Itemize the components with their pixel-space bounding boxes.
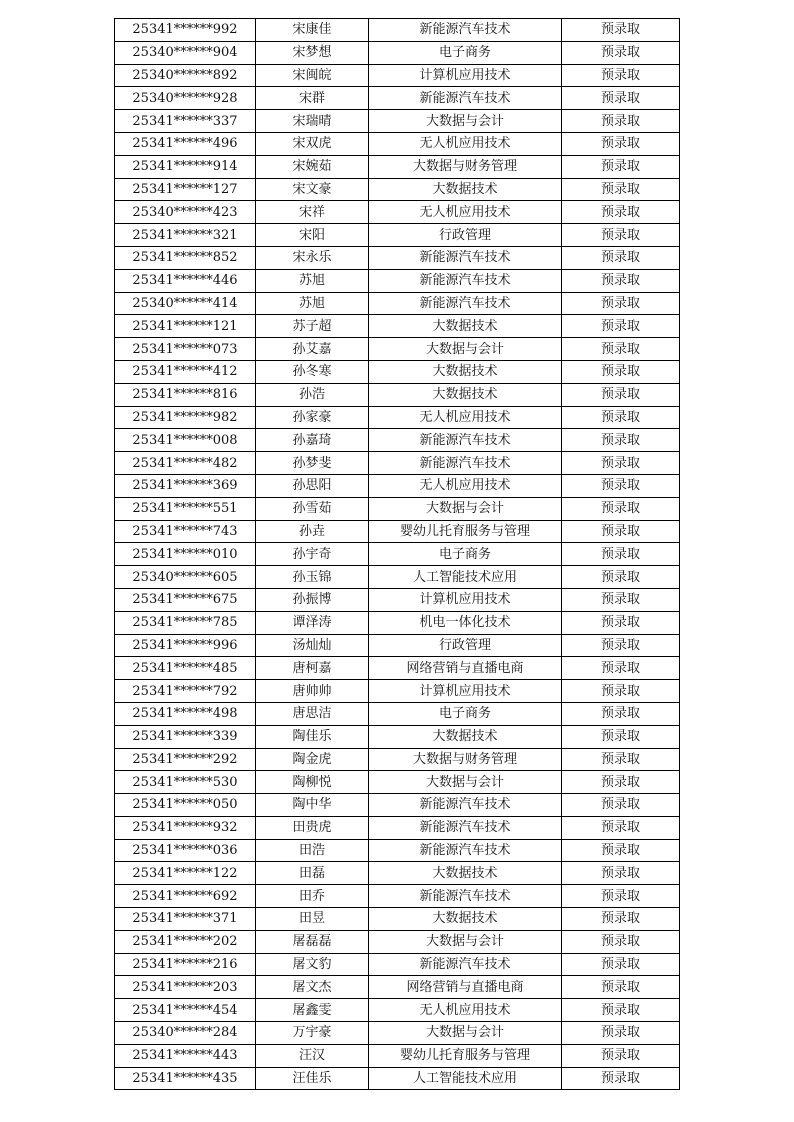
candidate-number-cell: 25341******321 xyxy=(115,224,256,247)
candidate-number-cell: 25341******369 xyxy=(115,474,256,497)
admission-status-cell: 预录取 xyxy=(562,520,680,543)
admission-status-cell: 预录取 xyxy=(562,1022,680,1045)
admission-status-cell: 预录取 xyxy=(562,566,680,589)
table-row xyxy=(115,1067,680,1090)
candidate-number-cell: 25341******992 xyxy=(115,19,256,42)
admission-status-cell: 预录取 xyxy=(562,429,680,452)
student-name-cell: 唐帅帅 xyxy=(256,680,369,703)
table-row xyxy=(115,794,680,817)
candidate-number-cell: 25340******605 xyxy=(115,566,256,589)
student-name-cell: 苏子超 xyxy=(256,315,369,338)
admission-table xyxy=(114,18,680,1090)
admission-status-cell: 预录取 xyxy=(562,155,680,178)
student-name-cell: 孙梦斐 xyxy=(256,452,369,475)
major-cell: 电子商务 xyxy=(369,702,562,725)
major-cell: 计算机应用技术 xyxy=(369,64,562,87)
student-name-cell: 孙振博 xyxy=(256,588,369,611)
admission-status-cell: 预录取 xyxy=(562,338,680,361)
candidate-number-cell: 25341******371 xyxy=(115,908,256,931)
major-cell: 大数据技术 xyxy=(369,178,562,201)
major-cell: 无人机应用技术 xyxy=(369,474,562,497)
candidate-number-cell: 25341******203 xyxy=(115,976,256,999)
table-row xyxy=(115,224,680,247)
candidate-number-cell: 25341******121 xyxy=(115,315,256,338)
student-name-cell: 唐思洁 xyxy=(256,702,369,725)
table-row xyxy=(115,19,680,42)
candidate-number-cell: 25341******412 xyxy=(115,360,256,383)
student-name-cell: 孙雪茹 xyxy=(256,497,369,520)
admission-status-cell: 预录取 xyxy=(562,474,680,497)
student-name-cell: 宋康佳 xyxy=(256,19,369,42)
student-name-cell: 宋闽皖 xyxy=(256,64,369,87)
table-row xyxy=(115,976,680,999)
table-row xyxy=(115,634,680,657)
table-row xyxy=(115,474,680,497)
candidate-number-cell: 25341******498 xyxy=(115,702,256,725)
major-cell: 电子商务 xyxy=(369,41,562,64)
table-row xyxy=(115,930,680,953)
admission-status-cell: 预录取 xyxy=(562,64,680,87)
table-row xyxy=(115,908,680,931)
student-name-cell: 孙嘉琦 xyxy=(256,429,369,452)
candidate-number-cell: 25341******122 xyxy=(115,862,256,885)
candidate-number-cell: 25340******904 xyxy=(115,41,256,64)
admission-status-cell: 预录取 xyxy=(562,702,680,725)
major-cell: 行政管理 xyxy=(369,634,562,657)
admission-status-cell: 预录取 xyxy=(562,953,680,976)
candidate-number-cell: 25340******892 xyxy=(115,64,256,87)
student-name-cell: 田昱 xyxy=(256,908,369,931)
table-row xyxy=(115,725,680,748)
candidate-number-cell: 25341******036 xyxy=(115,839,256,862)
table-row xyxy=(115,748,680,771)
student-name-cell: 孙艾嘉 xyxy=(256,338,369,361)
admission-status-cell: 预录取 xyxy=(562,839,680,862)
admission-status-cell: 预录取 xyxy=(562,178,680,201)
admission-status-cell: 预录取 xyxy=(562,383,680,406)
table-row xyxy=(115,155,680,178)
major-cell: 大数据与会计 xyxy=(369,110,562,133)
candidate-number-cell: 25341******932 xyxy=(115,816,256,839)
candidate-number-cell: 25340******414 xyxy=(115,292,256,315)
candidate-number-cell: 25341******202 xyxy=(115,930,256,953)
admission-status-cell: 预录取 xyxy=(562,315,680,338)
admission-status-cell: 预录取 xyxy=(562,976,680,999)
table-row xyxy=(115,520,680,543)
major-cell: 新能源汽车技术 xyxy=(369,816,562,839)
table-row xyxy=(115,771,680,794)
student-name-cell: 宋婉茹 xyxy=(256,155,369,178)
table-row xyxy=(115,1044,680,1067)
table-row xyxy=(115,178,680,201)
student-name-cell: 孙玉锦 xyxy=(256,566,369,589)
major-cell: 新能源汽车技术 xyxy=(369,794,562,817)
table-row xyxy=(115,338,680,361)
admission-status-cell: 预录取 xyxy=(562,885,680,908)
major-cell: 电子商务 xyxy=(369,543,562,566)
major-cell: 人工智能技术应用 xyxy=(369,1067,562,1090)
major-cell: 婴幼儿托育服务与管理 xyxy=(369,1044,562,1067)
table-row xyxy=(115,839,680,862)
major-cell: 大数据技术 xyxy=(369,725,562,748)
admission-status-cell: 预录取 xyxy=(562,19,680,42)
student-name-cell: 孙浩 xyxy=(256,383,369,406)
major-cell: 网络营销与直播电商 xyxy=(369,976,562,999)
major-cell: 大数据技术 xyxy=(369,383,562,406)
table-row xyxy=(115,657,680,680)
student-name-cell: 田磊 xyxy=(256,862,369,885)
student-name-cell: 孙宇奇 xyxy=(256,543,369,566)
student-name-cell: 汪佳乐 xyxy=(256,1067,369,1090)
table-row xyxy=(115,110,680,133)
student-name-cell: 田贵虎 xyxy=(256,816,369,839)
major-cell: 新能源汽车技术 xyxy=(369,429,562,452)
major-cell: 大数据与财务管理 xyxy=(369,155,562,178)
major-cell: 大数据技术 xyxy=(369,360,562,383)
candidate-number-cell: 25341******496 xyxy=(115,132,256,155)
candidate-number-cell: 25341******792 xyxy=(115,680,256,703)
major-cell: 新能源汽车技术 xyxy=(369,885,562,908)
major-cell: 新能源汽车技术 xyxy=(369,953,562,976)
student-name-cell: 宋祥 xyxy=(256,201,369,224)
major-cell: 人工智能技术应用 xyxy=(369,566,562,589)
admission-status-cell: 预录取 xyxy=(562,360,680,383)
major-cell: 无人机应用技术 xyxy=(369,132,562,155)
admission-status-cell: 预录取 xyxy=(562,452,680,475)
table-row xyxy=(115,816,680,839)
major-cell: 机电一体化技术 xyxy=(369,611,562,634)
student-name-cell: 孙冬寒 xyxy=(256,360,369,383)
admission-status-cell: 预录取 xyxy=(562,930,680,953)
candidate-number-cell: 25341******454 xyxy=(115,999,256,1022)
candidate-number-cell: 25341******530 xyxy=(115,771,256,794)
major-cell: 大数据与会计 xyxy=(369,771,562,794)
table-row xyxy=(115,588,680,611)
admission-status-cell: 预录取 xyxy=(562,246,680,269)
candidate-number-cell: 25340******928 xyxy=(115,87,256,110)
candidate-number-cell: 25341******816 xyxy=(115,383,256,406)
candidate-number-cell: 25341******008 xyxy=(115,429,256,452)
student-name-cell: 宋群 xyxy=(256,87,369,110)
candidate-number-cell: 25341******914 xyxy=(115,155,256,178)
admission-status-cell: 预录取 xyxy=(562,771,680,794)
candidate-number-cell: 25341******785 xyxy=(115,611,256,634)
admission-status-cell: 预录取 xyxy=(562,132,680,155)
admission-status-cell: 预录取 xyxy=(562,588,680,611)
candidate-number-cell: 25341******127 xyxy=(115,178,256,201)
student-name-cell: 田乔 xyxy=(256,885,369,908)
table-row xyxy=(115,862,680,885)
major-cell: 大数据与会计 xyxy=(369,930,562,953)
admission-status-cell: 预录取 xyxy=(562,269,680,292)
admission-status-cell: 预录取 xyxy=(562,794,680,817)
table-row xyxy=(115,201,680,224)
candidate-number-cell: 25341******675 xyxy=(115,588,256,611)
admission-status-cell: 预录取 xyxy=(562,406,680,429)
admission-status-cell: 预录取 xyxy=(562,634,680,657)
candidate-number-cell: 25341******551 xyxy=(115,497,256,520)
candidate-number-cell: 25341******050 xyxy=(115,794,256,817)
admission-status-cell: 预录取 xyxy=(562,680,680,703)
candidate-number-cell: 25341******073 xyxy=(115,338,256,361)
major-cell: 大数据与会计 xyxy=(369,338,562,361)
major-cell: 大数据与财务管理 xyxy=(369,748,562,771)
admission-status-cell: 预录取 xyxy=(562,41,680,64)
major-cell: 新能源汽车技术 xyxy=(369,19,562,42)
table-row xyxy=(115,611,680,634)
admission-status-cell: 预录取 xyxy=(562,908,680,931)
student-name-cell: 屠文杰 xyxy=(256,976,369,999)
major-cell: 新能源汽车技术 xyxy=(369,87,562,110)
candidate-number-cell: 25341******216 xyxy=(115,953,256,976)
table-row xyxy=(115,497,680,520)
major-cell: 婴幼儿托育服务与管理 xyxy=(369,520,562,543)
student-name-cell: 孙垚 xyxy=(256,520,369,543)
student-name-cell: 谭泽涛 xyxy=(256,611,369,634)
table-row xyxy=(115,406,680,429)
major-cell: 大数据技术 xyxy=(369,908,562,931)
table-row xyxy=(115,702,680,725)
student-name-cell: 宋梦想 xyxy=(256,41,369,64)
student-name-cell: 宋瑞晴 xyxy=(256,110,369,133)
candidate-number-cell: 25340******423 xyxy=(115,201,256,224)
candidate-number-cell: 25341******337 xyxy=(115,110,256,133)
student-name-cell: 陶柳悦 xyxy=(256,771,369,794)
table-row xyxy=(115,383,680,406)
major-cell: 新能源汽车技术 xyxy=(369,452,562,475)
table-row xyxy=(115,41,680,64)
table-row xyxy=(115,315,680,338)
student-name-cell: 孙家豪 xyxy=(256,406,369,429)
student-name-cell: 宋阳 xyxy=(256,224,369,247)
candidate-number-cell: 25341******485 xyxy=(115,657,256,680)
candidate-number-cell: 25341******852 xyxy=(115,246,256,269)
major-cell: 大数据技术 xyxy=(369,862,562,885)
candidate-number-cell: 25341******339 xyxy=(115,725,256,748)
candidate-number-cell: 25341******292 xyxy=(115,748,256,771)
admission-status-cell: 预录取 xyxy=(562,497,680,520)
student-name-cell: 汪汉 xyxy=(256,1044,369,1067)
candidate-number-cell: 25341******482 xyxy=(115,452,256,475)
admission-status-cell: 预录取 xyxy=(562,110,680,133)
table-row xyxy=(115,1022,680,1045)
admission-status-cell: 预录取 xyxy=(562,816,680,839)
candidate-number-cell: 25341******996 xyxy=(115,634,256,657)
major-cell: 新能源汽车技术 xyxy=(369,839,562,862)
major-cell: 计算机应用技术 xyxy=(369,588,562,611)
candidate-number-cell: 25340******284 xyxy=(115,1022,256,1045)
admission-status-cell: 预录取 xyxy=(562,1067,680,1090)
student-name-cell: 宋文豪 xyxy=(256,178,369,201)
admission-status-cell: 预录取 xyxy=(562,657,680,680)
major-cell: 大数据与会计 xyxy=(369,1022,562,1045)
student-name-cell: 田浩 xyxy=(256,839,369,862)
student-name-cell: 陶中华 xyxy=(256,794,369,817)
table-row xyxy=(115,64,680,87)
student-name-cell: 苏旭 xyxy=(256,292,369,315)
admission-status-cell: 预录取 xyxy=(562,748,680,771)
candidate-number-cell: 25341******010 xyxy=(115,543,256,566)
admission-status-cell: 预录取 xyxy=(562,224,680,247)
table-row xyxy=(115,543,680,566)
admission-status-cell: 预录取 xyxy=(562,862,680,885)
major-cell: 无人机应用技术 xyxy=(369,999,562,1022)
student-name-cell: 宋永乐 xyxy=(256,246,369,269)
admission-status-cell: 预录取 xyxy=(562,87,680,110)
student-name-cell: 屠鑫雯 xyxy=(256,999,369,1022)
table-row xyxy=(115,87,680,110)
admission-status-cell: 预录取 xyxy=(562,543,680,566)
admission-status-cell: 预录取 xyxy=(562,292,680,315)
major-cell: 无人机应用技术 xyxy=(369,406,562,429)
candidate-number-cell: 25341******446 xyxy=(115,269,256,292)
candidate-number-cell: 25341******443 xyxy=(115,1044,256,1067)
major-cell: 大数据与会计 xyxy=(369,497,562,520)
admission-status-cell: 预录取 xyxy=(562,611,680,634)
table-row xyxy=(115,269,680,292)
candidate-number-cell: 25341******692 xyxy=(115,885,256,908)
table-row xyxy=(115,566,680,589)
table-row xyxy=(115,360,680,383)
student-name-cell: 苏旭 xyxy=(256,269,369,292)
student-name-cell: 陶佳乐 xyxy=(256,725,369,748)
student-name-cell: 万宇豪 xyxy=(256,1022,369,1045)
table-row xyxy=(115,953,680,976)
table-row xyxy=(115,885,680,908)
major-cell: 计算机应用技术 xyxy=(369,680,562,703)
student-name-cell: 屠文豹 xyxy=(256,953,369,976)
table-row xyxy=(115,132,680,155)
table-row xyxy=(115,429,680,452)
candidate-number-cell: 25341******743 xyxy=(115,520,256,543)
major-cell: 无人机应用技术 xyxy=(369,201,562,224)
candidate-number-cell: 25341******435 xyxy=(115,1067,256,1090)
admission-status-cell: 预录取 xyxy=(562,201,680,224)
admission-status-cell: 预录取 xyxy=(562,725,680,748)
major-cell: 新能源汽车技术 xyxy=(369,292,562,315)
student-name-cell: 孙思阳 xyxy=(256,474,369,497)
major-cell: 新能源汽车技术 xyxy=(369,246,562,269)
table-row xyxy=(115,246,680,269)
admission-table-body xyxy=(115,19,680,1090)
major-cell: 行政管理 xyxy=(369,224,562,247)
major-cell: 新能源汽车技术 xyxy=(369,269,562,292)
student-name-cell: 汤灿灿 xyxy=(256,634,369,657)
student-name-cell: 宋双虎 xyxy=(256,132,369,155)
table-row xyxy=(115,680,680,703)
major-cell: 大数据技术 xyxy=(369,315,562,338)
student-name-cell: 唐柯嘉 xyxy=(256,657,369,680)
student-name-cell: 屠磊磊 xyxy=(256,930,369,953)
table-row xyxy=(115,452,680,475)
admission-status-cell: 预录取 xyxy=(562,999,680,1022)
admission-status-cell: 预录取 xyxy=(562,1044,680,1067)
major-cell: 网络营销与直播电商 xyxy=(369,657,562,680)
student-name-cell: 陶金虎 xyxy=(256,748,369,771)
table-row xyxy=(115,999,680,1022)
table-row xyxy=(115,292,680,315)
candidate-number-cell: 25341******982 xyxy=(115,406,256,429)
